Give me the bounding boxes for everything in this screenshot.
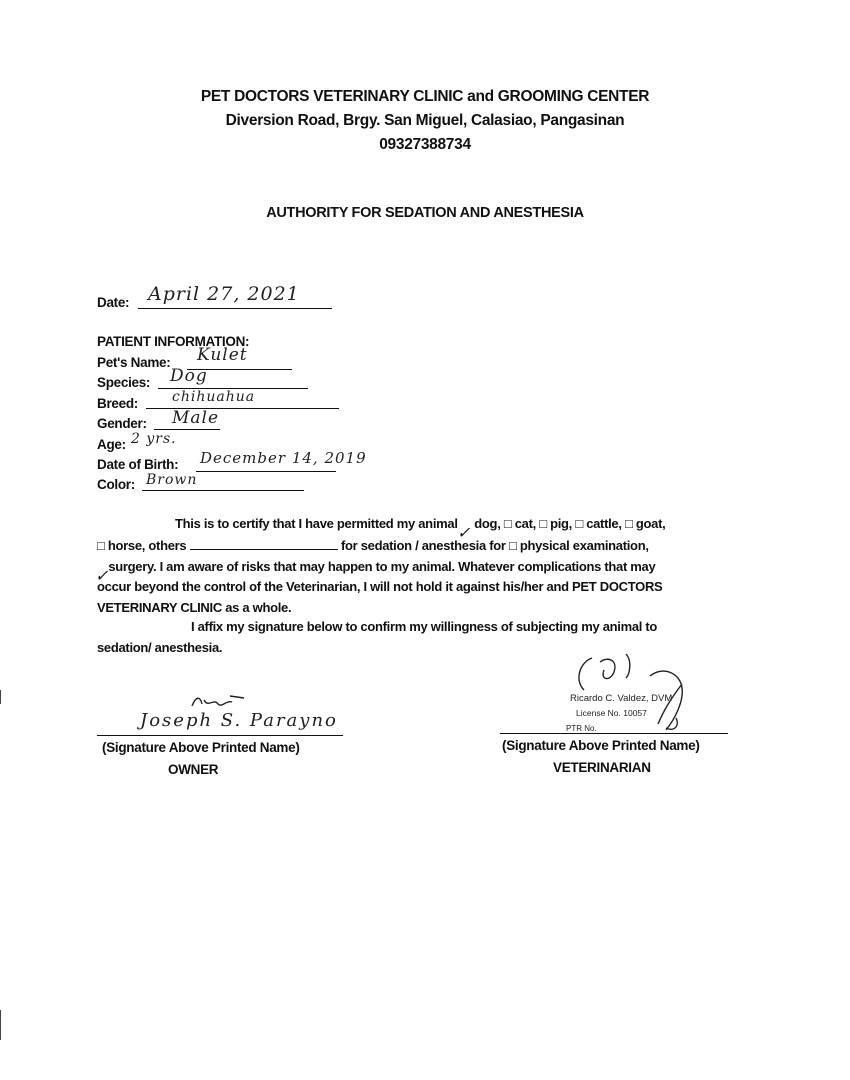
clinic-address: Diversion Road, Brgy. San Miguel, Calasiao, Pangasinan (225, 112, 625, 129)
date-underline (138, 308, 332, 309)
age-label: Age: (97, 437, 126, 452)
document-title: AUTHORITY FOR SEDATION AND ANESTHESIA (266, 205, 584, 221)
consent-line-3: ✓ surgery. I am aware of risks that may happen to my animal. Whatever complications that may (95, 559, 656, 585)
patient-section-title: PATIENT INFORMATION: (97, 334, 250, 349)
owner-initials-scribble (188, 692, 248, 712)
owner-caption: (Signature Above Printed Name) (102, 740, 300, 755)
gender-value: Male (172, 408, 220, 428)
for-text: for sedation / anesthesia for (340, 538, 506, 553)
option-goat: goat, (635, 516, 666, 531)
consent-line-6: I affix my signature below to confirm my willingness of subjecting my animal to (191, 619, 658, 634)
cattle-checkbox[interactable]: □ (575, 516, 583, 531)
consent-line-2 (97, 535, 649, 556)
color-underline (142, 490, 304, 491)
species-label: Species: (97, 375, 151, 390)
option-dog: dog, (474, 516, 501, 531)
consent-line-5: VETERINARY CLINIC as a whole. (97, 600, 292, 615)
option-pig: pig, (550, 516, 572, 531)
option-horse: horse, (107, 538, 146, 553)
vet-stamp-ptr: PTR No. (566, 724, 597, 733)
others-blank[interactable] (190, 537, 338, 550)
consent-line-7: sedation/ anesthesia. (97, 640, 223, 655)
date-label: Date: (97, 295, 130, 310)
scan-edge-mark (0, 690, 1, 704)
dob-label: Date of Birth: (97, 457, 179, 472)
pig-checkbox[interactable]: □ (539, 516, 547, 531)
option-surgery: surgery. (108, 559, 157, 574)
consent-line-3-text: I am aware of risks that may happen to my animal. Whatever complications that may (159, 559, 656, 574)
pet-name-label: Pet's Name: (97, 355, 171, 370)
dob-value: December 14, 2019 (200, 449, 367, 467)
gender-underline (154, 429, 220, 430)
vet-caption: (Signature Above Printed Name) (502, 738, 700, 753)
color-label: Color: (97, 477, 135, 492)
goat-checkbox[interactable]: □ (624, 516, 633, 531)
breed-label: Breed: (97, 396, 138, 411)
date-value: April 27, 2021 (148, 283, 300, 305)
cat-checkbox[interactable]: □ (503, 516, 512, 531)
breed-value: chihuahua (172, 389, 256, 405)
consent-line-4: occur beyond the control of the Veterinarian, I will not hold it against his/her and PET DOCTORS (97, 579, 663, 594)
clinic-name: PET DOCTORS VETERINARY CLINIC and GROOMING CENTER (200, 88, 650, 105)
option-physical: physical examination, (519, 538, 649, 553)
vet-role: VETERINARIAN (553, 760, 651, 775)
option-cattle: cattle, (586, 516, 622, 531)
owner-role: OWNER (168, 762, 219, 777)
physical-checkbox[interactable]: □ (508, 538, 517, 553)
others-label: others (148, 538, 187, 553)
vet-signature-line (500, 733, 728, 734)
consent-line-1: This is to certify that I have permitted my animal ✓ dog, □ cat, □ pig, □ cattle, □ goat, (175, 516, 666, 542)
gender-label: Gender: (97, 416, 147, 431)
vet-stamp-name: Ricardo C. Valdez, DVM (570, 693, 673, 704)
owner-signature-line (97, 735, 343, 736)
dob-underline (196, 471, 336, 472)
consent-intro: This is to certify that I have permitted my animal (175, 516, 458, 531)
scan-edge-mark (0, 1010, 1, 1040)
color-value: Brown (146, 472, 198, 488)
species-value: Dog (170, 366, 208, 386)
horse-checkbox[interactable]: □ (97, 538, 105, 553)
vet-stamp-license: License No. 10057 (576, 708, 647, 718)
pet-name-value: Kulet (197, 345, 248, 365)
clinic-phone: 09327388734 (379, 136, 471, 153)
age-value: 2 yrs. (131, 431, 177, 447)
owner-signature: Joseph S. Parayno (140, 710, 338, 731)
option-cat: cat, (514, 516, 536, 531)
